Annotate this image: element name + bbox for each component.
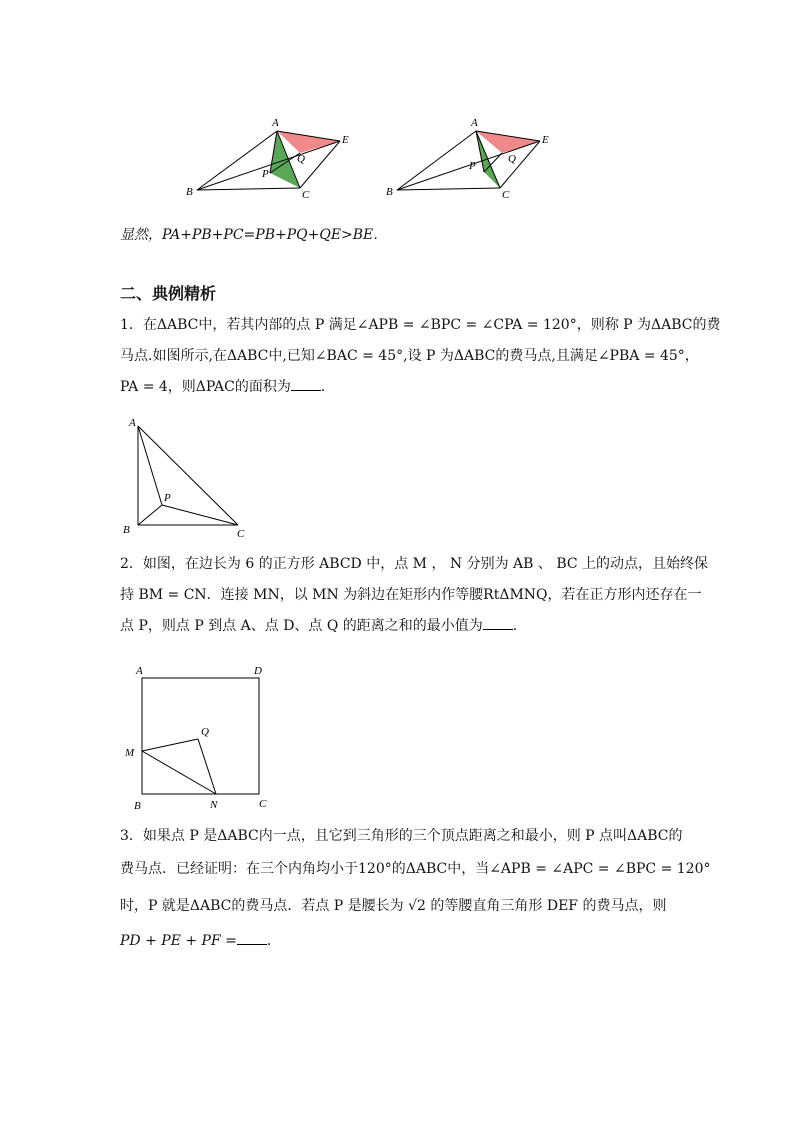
label-M: M xyxy=(125,747,135,759)
label-B: B xyxy=(134,800,141,812)
label-A: A xyxy=(136,665,143,677)
label-B: B xyxy=(123,524,130,536)
label-P: P xyxy=(262,168,269,180)
label-A: A xyxy=(272,117,279,129)
intro-text: 显然，PA+PB+PC=PB+PQ+QE>BE． xyxy=(120,227,388,243)
label-C: C xyxy=(502,189,510,201)
label-C: C xyxy=(259,798,267,810)
label-P: P xyxy=(164,492,171,504)
figure-top-right xyxy=(380,112,560,202)
label-P: P xyxy=(469,160,476,172)
problem-3-line-3: 时，P 就是ΔABC的费马点．若点 P 是腰长为 √2 的等腰直角三角形 DEF 的费马点，则 xyxy=(120,898,667,914)
answer-blank xyxy=(237,934,267,945)
label-A: A xyxy=(471,117,478,129)
label-C: C xyxy=(302,189,310,201)
problem-3-line-2: 费马点．已经证明：在三个内角均小于120°的ΔABC中，当∠APB = ∠APC = ∠BPC = 120° xyxy=(120,861,711,877)
problem-1-line-2: 马点.如图所示,在ΔABC中,已知∠BAC = 45°,设 P 为ΔABC的费马点,且满足∠PBA = 45°， xyxy=(120,348,699,364)
label-B: B xyxy=(186,186,193,198)
answer-blank xyxy=(291,380,321,391)
problem-1-line-3: PA = 4，则ΔPAC的面积为 ． xyxy=(120,379,335,395)
label-N: N xyxy=(210,799,218,811)
label-C: C xyxy=(237,528,245,540)
figure-triangle xyxy=(118,412,258,542)
section-title: 二、典例精析 xyxy=(120,284,217,303)
label-B: B xyxy=(386,186,393,198)
problem-3-line-4: PD + PE + PF = ． xyxy=(120,933,281,949)
label-Q: Q xyxy=(508,153,516,165)
label-Q: Q xyxy=(297,153,305,165)
label-A: A xyxy=(129,417,136,429)
problem-2-line-2: 持 BM = CN．连接 MN，以 MN 为斜边在矩形内作等腰RtΔMNQ，若在正方形内还存在一 xyxy=(120,587,702,603)
figure-top-left xyxy=(180,112,360,202)
problem-1-line-1: 1．在ΔABC中，若其内部的点 P 满足∠APB = ∠BPC = ∠CPA = 120°，则称 P 为ΔABC的费 xyxy=(120,317,721,333)
problem-2-line-1: 2．如图，在边长为 6 的正方形 ABCD 中，点 M ， N 分别为 AB 、 BC 上的动点，且始终保 xyxy=(120,556,709,572)
red-triangle xyxy=(476,131,540,153)
label-E: E xyxy=(342,134,349,146)
label-D: D xyxy=(254,665,262,677)
answer-blank xyxy=(483,619,513,630)
problem-3-line-1: 3．如果点 P 是ΔABC内一点，且它到三角形的三个顶点距离之和最小，则 P 点叫ΔABC的 xyxy=(120,828,683,844)
red-triangle xyxy=(277,131,340,153)
label-E: E xyxy=(542,134,549,146)
figure-square xyxy=(122,660,282,815)
label-Q: Q xyxy=(201,726,209,738)
problem-2-line-3: 点 P，则点 P 到点 A、点 D、点 Q 的距离之和的最小值为 ． xyxy=(120,618,527,634)
